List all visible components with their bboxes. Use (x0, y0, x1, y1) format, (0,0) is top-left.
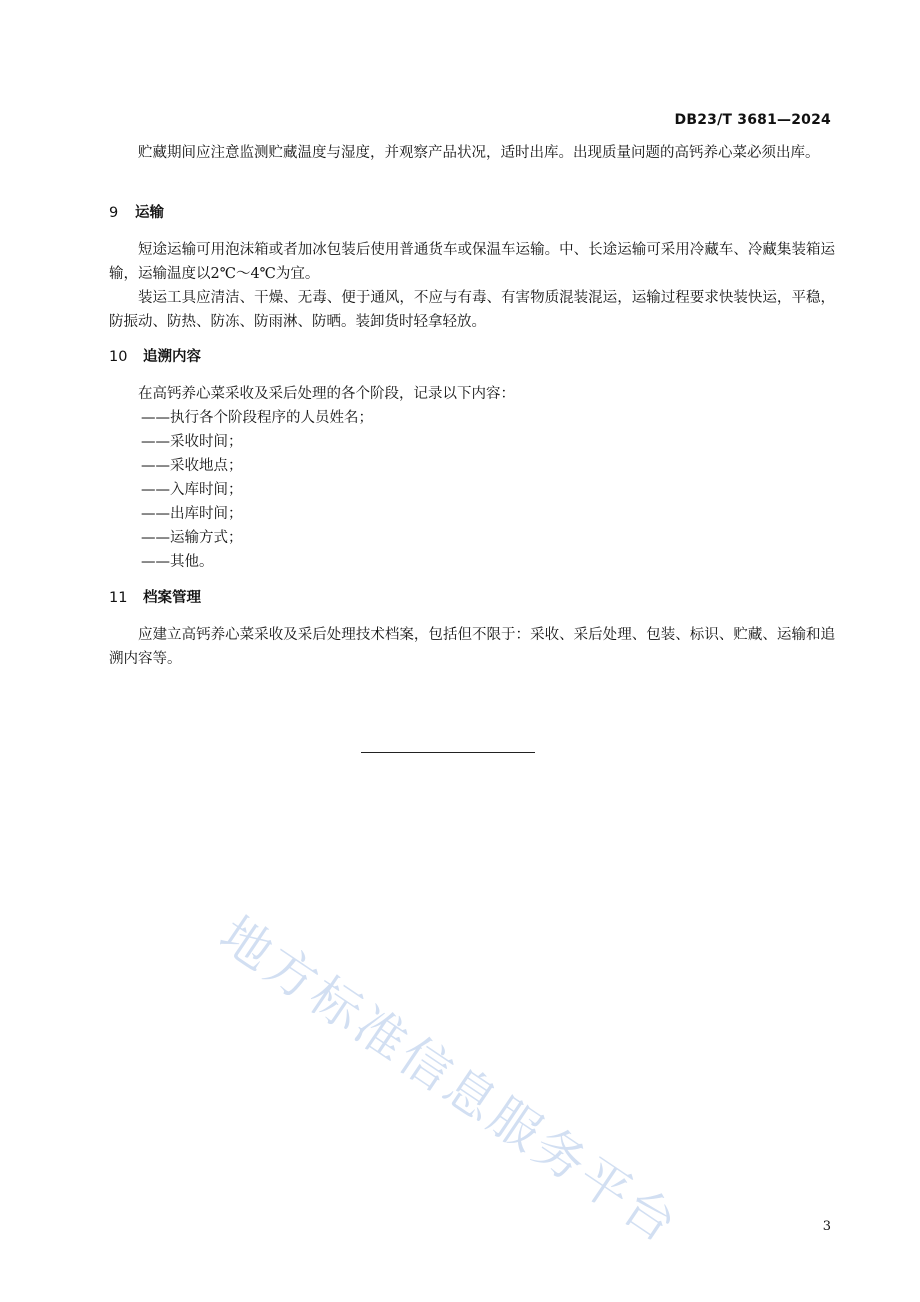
trace-intro-paragraph: 在高钙养心菜采收及采后处理的各个阶段，记录以下内容： (138, 386, 515, 402)
transport-paragraph-1: 短途运输可用泡沫箱或者加冰包装后使用普通货车或保温车运输。中、长途运输可采用冷藏车、冷藏集装箱运输，运输温度以2℃～4℃为宜。 (109, 242, 835, 282)
section-10-title: 追溯内容 (143, 349, 201, 365)
trace-list-item: ——采收地点； (141, 458, 243, 474)
page-number: 3 (822, 1219, 831, 1234)
trace-list-item: ——运输方式； (141, 530, 243, 546)
section-10-number: 10 (109, 349, 128, 365)
standard-code: DB23/T 3681—2024 (674, 112, 831, 128)
section-9-title: 运输 (135, 205, 164, 221)
section-10-heading (109, 347, 201, 367)
trace-list-item: ——出库时间； (141, 506, 243, 522)
watermark-text: 地方标准信息服务平台 (209, 905, 690, 1256)
section-11-heading (109, 588, 201, 608)
trace-list-item: ——入库时间； (141, 482, 243, 498)
section-11-title: 档案管理 (143, 590, 201, 606)
end-of-document-rule (361, 752, 535, 753)
trace-list-item: ——执行各个阶段程序的人员姓名； (141, 410, 373, 426)
storage-note-paragraph: 贮藏期间应注意监测贮藏温度与湿度，并观察产品状况，适时出库。出现质量问题的高钙养心菜必须出库。 (138, 145, 820, 161)
section-11-number: 11 (109, 590, 128, 606)
transport-paragraph-2: 装运工具应清洁、干燥、无毒、便于通风，不应与有毒、有害物质混装混运，运输过程要求快装快运，平稳，防振动、防热、防冻、防雨淋、防晒。装卸货时轻拿轻放。 (109, 290, 835, 330)
archive-paragraph: 应建立高钙养心菜采收及采后处理技术档案，包括但不限于：采收、采后处理、包装、标识、贮藏、运输和追溯内容等。 (109, 627, 835, 667)
trace-list-item: ——其他。 (141, 554, 214, 570)
section-9-heading (109, 203, 164, 223)
section-9-number: 9 (109, 205, 119, 221)
trace-list-item: ——采收时间； (141, 434, 243, 450)
